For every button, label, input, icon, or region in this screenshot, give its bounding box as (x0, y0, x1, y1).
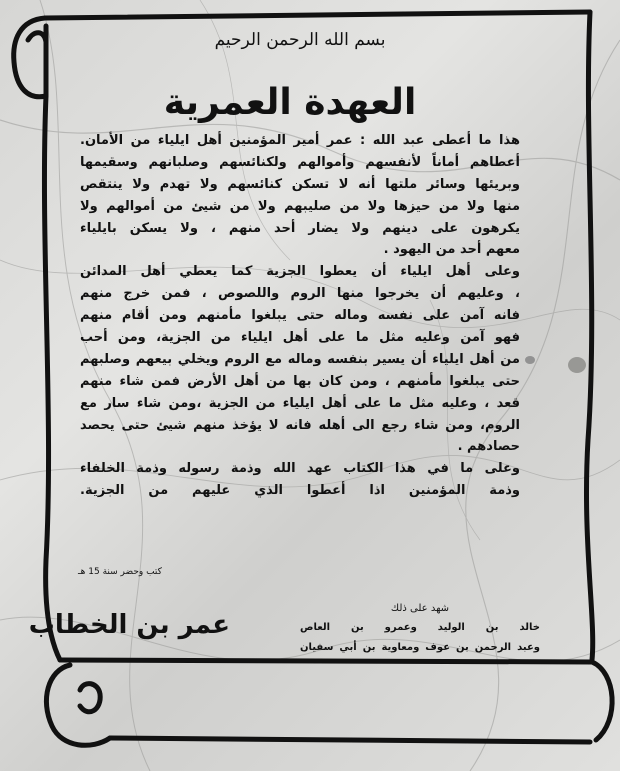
inscription-line: حتى يبلغوا مأمنهم ، ومن كان بها من أهل الأرض فمن شاء منهم (80, 373, 520, 389)
inscription-line: حصادهم . (457, 439, 520, 455)
inscription-line: وعلى ما في هذا الكتاب عهد الله وذمة رسوله وذمة الخلفاء (80, 461, 520, 477)
inscription-line: هذا ما أعطى عبد الله : عمر أمير المؤمنين أهل ايلياء من الأمان. (80, 133, 520, 148)
inscription-line: ، وعليهم أن يخرجوا منها الروم واللصوص ، فمن خرج منهم (80, 286, 520, 302)
inscription-line: أعطاهم أماناً لأنفسهم وأموالهم ولكنائسهم وصلبانهم وسقيمها (80, 154, 520, 170)
basmala-text: بسم الله الرحمن الرحيم (214, 30, 386, 50)
inscription-body (80, 130, 520, 502)
witnesses-line: خالد بن الوليد وعمرو بن العاص (300, 622, 540, 633)
witnesses-heading: شهد على ذلك (390, 603, 450, 614)
inscription-line: فهو آمن وعليه مثل ما على أهل ايلياء من الجزية، ومن أحب (80, 330, 520, 346)
inscription-line: معهم أحد من اليهود . (383, 242, 520, 258)
signature-name: عمر بن الخطاب (28, 610, 230, 640)
inscription-line: وبريئها وسائر ملتها أنه لا تسكن كنائسهم ولا تهدم ولا ينتقص (80, 176, 520, 192)
inscription-line: من أهل ايلياء أن يسير بنفسه وماله مع الروم ويخلي بيعهم وصلبهم (80, 351, 520, 367)
signature-note: كتب وحضر سنة 15 هـ (78, 567, 162, 577)
inscription-line: وعلى أهل ايلياء أن يعطوا الجزية كما يعطي أهل المدائن (80, 264, 520, 280)
plaque-title: العهدة العمرية (163, 82, 417, 123)
inscription-line: الروم، ومن شاء رجع الى أهله فانه لا يؤخذ منهم شيئ حتى يحصد (80, 417, 520, 433)
witnesses-line: وعبد الرحمن بن عوف ومعاوية بن أبي سفيان (300, 642, 540, 653)
inscription-line: قعد ، وعليه مثل ما على أهل ايلياء من الجزية ،ومن شاء سار مع (80, 395, 520, 411)
inscription-line: وذمة المؤمنين اذا أعطوا الذي عليهم من الجزية. (80, 483, 520, 499)
inscription-line: منها ولا من حيزها ولا من صليبهم ولا من شيئ من أموالهم ولا (80, 198, 520, 214)
inscription-line: يكرهون على دينهم ولا يضار أحد منهم ، ولا يسكن بايلياء (80, 220, 520, 236)
inscription-line: فانه آمن على نفسه وماله حتى يبلغوا مأمنهم ومن أقام منهم (80, 308, 520, 324)
